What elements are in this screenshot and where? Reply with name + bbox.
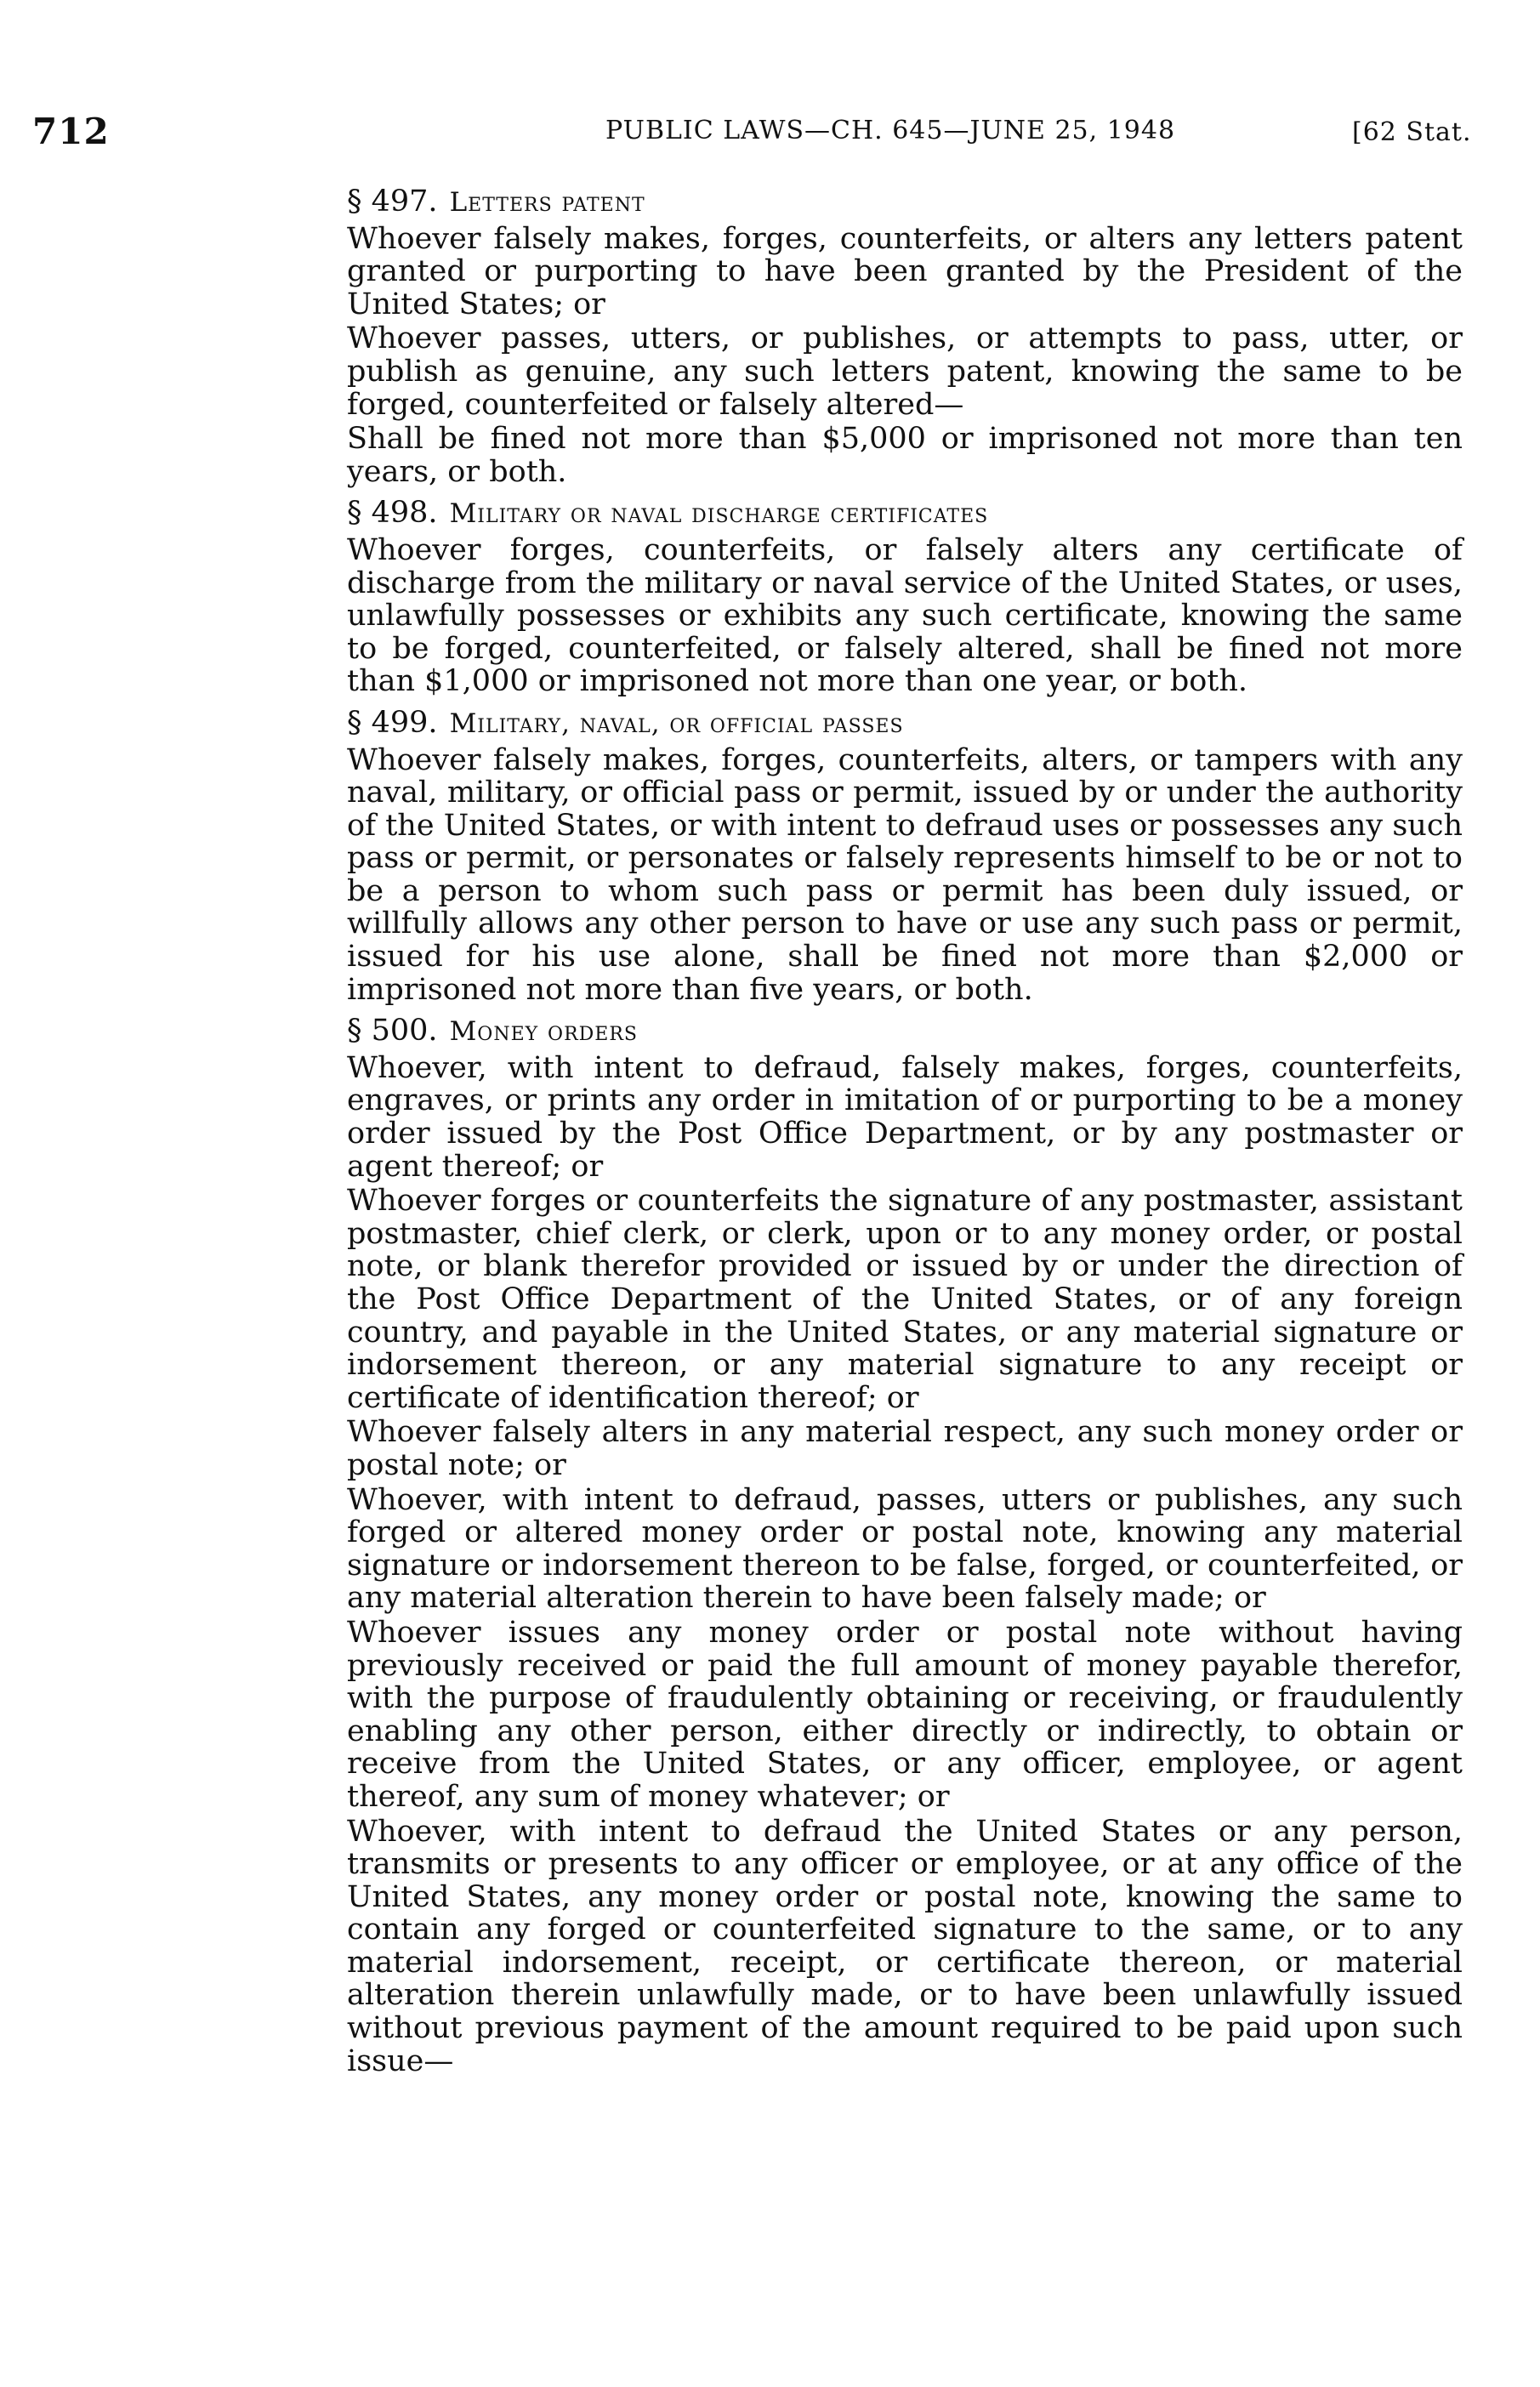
section-number: § 498. [347, 496, 438, 531]
section-number: § 497. [347, 185, 438, 219]
stat-reference: [62 Stat. [1352, 117, 1472, 147]
paragraph: Whoever falsely alters in any material respect, any such money order or postal note; or [347, 1415, 1463, 1482]
paragraph: Whoever falsely makes, forges, counterfeits, or alters any letters patent granted or purporting to have been granted by the President of the United States; or [347, 221, 1463, 321]
paragraph: Whoever forges, counterfeits, or falsely alters any certificate of discharge from the military or naval service of the United States, or uses, unlawfully possesses or exhibits any such certificate, knowing the same to be forged, counterfeited, or falsely altered, shall be fined not more than $1,000 or imprisoned not more than one year, or both. [347, 532, 1463, 699]
paragraph: Whoever falsely makes, forges, counterfeits, alters, or tampers with any naval, military, or official pass or permit, issued by or under the authority of the United States, or with intent to defraud uses or possesses any such pass or permit, or personates or falsely represents himself to be or not to be a person to whom such pass or permit has been duly issued, or willfully allows any other person to have or use any such pass or permit, issued for his use alone, shall be fined not more than $2,000 or imprisoned not more than five years, or both. [347, 742, 1463, 1007]
running-head: PUBLIC LAWS—CH. 645—JUNE 25, 1948 [605, 116, 1176, 145]
section-title: Military or naval discharge certificates [449, 498, 989, 530]
section-500 [347, 1014, 1463, 2077]
paragraph: Whoever, with intent to defraud, passes, utters or publishes, any such forged or altered money order or postal note, knowing any material signature or indorsement thereon to be false, forged, or counterfeited, or any material alteration therein to have been falsely made; or [347, 1482, 1463, 1616]
section-499 [347, 707, 1463, 1006]
paragraph: Whoever, with intent to defraud the United States or any person, transmits or presents to any officer or employee, or at any office of the United States, any money order or postal note, knowing the same to contain any forged or counterfeited signature to the same, or to any material indorsement, receipt, or certificate thereon, or material alteration therein unlawfully made, or to have been unlawfully issued without previous payment of the amount required to be paid upon such issue— [347, 1814, 1463, 2078]
section-number: § 499. [347, 705, 438, 740]
section-title: Military, naval, or official passes [449, 708, 904, 739]
paragraph: Whoever passes, utters, or publishes, or attempts to pass, utter, or publish as genuine, any such letters patent, knowing the same to be forged, counterfeited or falsely altered— [347, 321, 1463, 422]
paragraph: Whoever, with intent to defraud, falsely makes, forges, counterfeits, engraves, or prints any order in imitation of or purporting to be a money order issued by the Post Office Department, or by any postmaster or agent thereof; or [347, 1050, 1463, 1184]
section-title: Letters patent [449, 187, 645, 218]
section-number: § 500. [347, 1014, 438, 1049]
section-heading [347, 497, 1463, 531]
section-title: Money orders [449, 1016, 638, 1048]
paragraph: Shall be fined not more than $5,000 or imprisoned not more than ten years, or both. [347, 422, 1463, 489]
document-body [347, 185, 1463, 2079]
page-number: 712 [32, 111, 110, 152]
section-heading [347, 1014, 1463, 1049]
paragraph: Whoever forges or counterfeits the signature of any postmaster, assistant postmaster, chief clerk, or clerk, upon or to any money order, or postal note, or blank therefor provided or issued by or under the direction of the Post Office Department of the United States, or of any foreign country, and payable in the United States, or any material signature or indorsement thereon, or any material signature to any receipt or certificate of identification thereof; or [347, 1184, 1463, 1415]
section-heading [347, 707, 1463, 741]
section-heading [347, 185, 1463, 219]
section-498 [347, 497, 1463, 698]
section-497 [347, 185, 1463, 488]
paragraph: Whoever issues any money order or postal note without having previously received or paid the full amount of money payable therefor, with the purpose of fraudulently obtaining or receiving, or fraudulently enabling any other person, either directly or indirectly, to obtain or receive from the United States, or any officer, employee, or agent thereof, any sum of money whatever; or [347, 1615, 1463, 1814]
